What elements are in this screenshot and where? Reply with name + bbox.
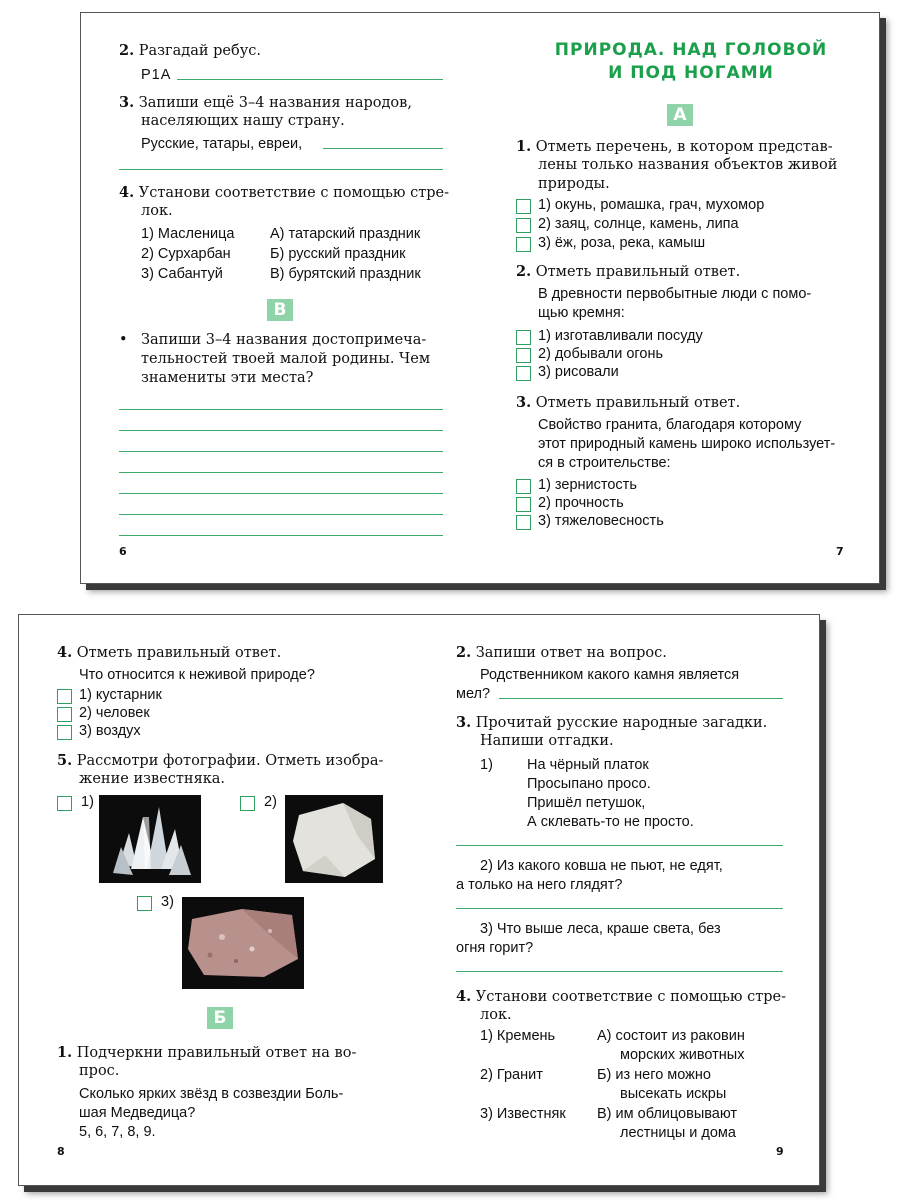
p7-q1-option-1: 1) окунь, ромашка, грач, мухомор <box>538 197 765 213</box>
p7-q1-checkbox-3[interactable] <box>516 237 531 252</box>
p9-q3-l2: Напиши отгадки. <box>480 733 614 749</box>
p8-b1-number: 1. <box>57 1044 73 1061</box>
p9-q4-left-3: 3) Известняк <box>480 1106 566 1122</box>
p8-q5-l1: Рассмотри фотографии. Отметь изобра- <box>76 753 384 769</box>
p9-q4-right-a-l1: А) состоит из раковин <box>597 1028 745 1044</box>
p6-q2-text: Разгадай ребус. <box>138 43 262 59</box>
p9-q4-right-c-l1: В) им облицовывают <box>597 1106 738 1122</box>
p8-photo-1-checkbox[interactable] <box>57 796 72 811</box>
p6-q4-right-a: А) татарский праздник <box>270 226 421 242</box>
p8-q4-option-3: 3) воздух <box>79 723 141 739</box>
p8-q4-checkbox-1[interactable] <box>57 689 72 704</box>
page-number-9: 9 <box>776 1145 784 1158</box>
p9-q4-left-1: 1) Кремень <box>480 1028 556 1044</box>
p6-answer-line-7[interactable] <box>119 535 443 536</box>
p9-q4-right-a-l2: морских животных <box>620 1047 745 1063</box>
p6-answer-line-4[interactable] <box>119 472 443 473</box>
p6-task-l2: тельностей твоей малой родины. Чем <box>141 351 431 367</box>
p9-q4-left-2: 2) Гранит <box>480 1067 543 1083</box>
p7-q2 <box>516 262 740 282</box>
p6-q3-answer-line-2[interactable] <box>119 169 443 170</box>
p6-q4-text-l1: Установи соответствие с помощью стре- <box>138 185 450 201</box>
section-badge-b: Б <box>207 1007 233 1029</box>
p9-q2-text: Запиши ответ на вопрос. <box>475 645 667 661</box>
p6-task-bullet: • <box>119 332 128 348</box>
p9-q4-right-b-l2: высекать искры <box>620 1086 727 1102</box>
p9-q4 <box>456 987 786 1007</box>
p8-q4-text: Отметь правильный ответ. <box>76 645 282 661</box>
p6-q2 <box>119 41 261 61</box>
p7-q3-l3: ся в строительстве: <box>538 455 671 471</box>
p7-q2-checkbox-3[interactable] <box>516 366 531 381</box>
limestone-image <box>285 795 383 883</box>
p7-q2-checkbox-2[interactable] <box>516 348 531 363</box>
quartz-crystal-image <box>99 795 201 883</box>
p9-q2-l2: мел? <box>456 686 491 702</box>
p8-photo-2-checkbox[interactable] <box>240 796 255 811</box>
granite-photo[interactable] <box>182 897 304 989</box>
p9-q4-right-b-l1: Б) из него можно <box>597 1067 711 1083</box>
p8-q5-l2: жение известняка. <box>79 771 226 787</box>
p9-q4-right-c-l2: лестницы и дома <box>620 1125 736 1141</box>
p7-q1-number: 1. <box>516 138 532 155</box>
p7-q3-option-2: 2) прочность <box>538 495 624 511</box>
p7-q3 <box>516 393 740 413</box>
p6-q4-left-3: 3) Сабантуй <box>141 266 223 282</box>
p7-title-l1: ПРИРОДА. НАД ГОЛОВОЙ <box>554 40 828 60</box>
p6-q4-right-b: Б) русский праздник <box>270 246 406 262</box>
p8-q4-option-2: 2) человек <box>79 705 150 721</box>
p6-answer-line-2[interactable] <box>119 430 443 431</box>
p7-q2-text: Отметь правильный ответ. <box>535 264 741 280</box>
p9-q4-number: 4. <box>456 988 472 1005</box>
p9-riddle-1-number: 1) <box>480 757 493 773</box>
p9-q4-l1: Установи соответствие с помощью стре- <box>475 989 787 1005</box>
p7-q1-checkbox-1[interactable] <box>516 199 531 214</box>
p9-q2-number: 2. <box>456 644 472 661</box>
p7-q1-l1: Отметь перечень, в котором представ- <box>535 139 833 155</box>
p9-riddle-1-answer-line[interactable] <box>456 845 783 846</box>
p8-b1-s1: Сколько ярких звёзд в созвездии Боль- <box>79 1086 344 1102</box>
p7-q1-checkbox-2[interactable] <box>516 218 531 233</box>
p8-q4-checkbox-3[interactable] <box>57 725 72 740</box>
p7-title <box>521 39 861 85</box>
p6-answer-line-1[interactable] <box>119 409 443 410</box>
p7-q3-option-1: 1) зернистость <box>538 477 637 493</box>
p8-q5 <box>57 751 383 771</box>
p8-q4-sub: Что относится к неживой природе? <box>79 667 315 683</box>
p9-riddle-1-l2: Просыпано просо. <box>527 776 651 792</box>
p6-q4-number: 4. <box>119 184 135 201</box>
p7-q3-l1: Свойство гранита, благодаря которому <box>538 417 802 433</box>
p8-q4-option-1: 1) кустарник <box>79 687 162 703</box>
p7-q2-l1: В древности первобытные люди с помо- <box>538 286 812 302</box>
p9-q4-l2: лок. <box>480 1007 512 1023</box>
p6-q3-sample: Русские, татары, евреи, <box>141 136 303 152</box>
p9-q2-l1: Родственником какого камня является <box>480 667 740 683</box>
p7-q1-l2: лены только названия объектов живой <box>538 157 838 173</box>
p6-task-l3: знамениты эти места? <box>141 370 314 386</box>
quartz-crystal-photo[interactable] <box>99 795 201 883</box>
p6-q3 <box>119 93 412 113</box>
p6-q3-text-l2: населяющих нашу страну. <box>141 113 345 129</box>
page-number-6: 6 <box>119 545 127 558</box>
p9-riddle-2-l1: 2) Из какого ковша не пьют, не едят, <box>480 858 723 874</box>
p7-q3-checkbox-2[interactable] <box>516 497 531 512</box>
p6-q4-left-1: 1) Масленица <box>141 226 235 242</box>
p7-q1-option-3: 3) ёж, роза, река, камыш <box>538 235 706 251</box>
section-badge-v: В <box>267 299 293 321</box>
p7-q1-option-2: 2) заяц, солнце, камень, липа <box>538 216 739 232</box>
p7-q2-option-1: 1) изготавливали посуду <box>538 328 703 344</box>
p6-q4-right-c: В) бурятский праздник <box>270 266 421 282</box>
p7-q3-text: Отметь правильный ответ. <box>535 395 741 411</box>
p7-q1 <box>516 137 833 157</box>
p7-q2-checkbox-1[interactable] <box>516 330 531 345</box>
spread-pages-8-9 <box>18 614 820 1186</box>
p6-q3-number: 3. <box>119 94 135 111</box>
p7-q2-option-3: 3) рисовали <box>538 364 619 380</box>
p6-q3-text-l1: Запиши ещё 3–4 названия народов, <box>138 95 412 111</box>
p7-title-l2: И ПОД НОГАМИ <box>608 63 774 83</box>
p8-q4-checkbox-2[interactable] <box>57 707 72 722</box>
p9-riddle-2-answer-line[interactable] <box>456 908 783 909</box>
p6-q2-answer-line[interactable] <box>177 79 443 80</box>
p9-riddle-1-l4: А склевать-то не просто. <box>527 814 694 830</box>
p8-q5-number: 5. <box>57 752 73 769</box>
p8-b1 <box>57 1043 356 1063</box>
p9-riddle-1-l1: На чёрный платок <box>527 757 649 773</box>
p8-b1-s2: шая Медведица? <box>79 1105 196 1121</box>
p6-task-l1: Запиши 3–4 названия достопримеча- <box>141 332 427 348</box>
p6-rebus: Р1А <box>141 67 172 83</box>
p9-riddle-1-l3: Пришёл петушок, <box>527 795 646 811</box>
p9-riddle-3-answer-line[interactable] <box>456 971 783 972</box>
p7-q3-checkbox-3[interactable] <box>516 515 531 530</box>
p6-q3-answer-line-1[interactable] <box>323 148 443 149</box>
limestone-photo[interactable] <box>285 795 383 883</box>
p7-q3-option-3: 3) тяжеловесность <box>538 513 664 529</box>
p8-q4 <box>57 643 281 663</box>
p6-answer-line-6[interactable] <box>119 514 443 515</box>
p9-riddle-2-l2: а только на него глядят? <box>456 877 623 893</box>
p6-answer-line-5[interactable] <box>119 493 443 494</box>
p9-q3 <box>456 713 767 733</box>
p9-q2-answer-line[interactable] <box>499 698 783 699</box>
p9-riddle-3-l2: огня горит? <box>456 940 534 956</box>
p7-q2-number: 2. <box>516 263 532 280</box>
p8-q4-number: 4. <box>57 644 73 661</box>
p6-answer-line-3[interactable] <box>119 451 443 452</box>
p6-q4-text-l2: лок. <box>141 203 173 219</box>
p6-q4-left-2: 2) Сурхарбан <box>141 246 231 262</box>
p7-q3-checkbox-1[interactable] <box>516 479 531 494</box>
p8-photo-2-label: 2) <box>264 794 277 810</box>
p8-photo-3-label: 3) <box>161 894 174 910</box>
page-number-7: 7 <box>836 545 844 558</box>
p9-q3-l1: Прочитай русские народные загадки. <box>475 715 768 731</box>
spread-pages-6-7 <box>80 12 880 584</box>
p8-photo-3-checkbox[interactable] <box>137 896 152 911</box>
p9-riddle-3-l1: 3) Что выше леса, краше света, без <box>480 921 721 937</box>
p8-b1-answers[interactable]: 5, 6, 7, 8, 9. <box>79 1124 156 1140</box>
p8-b1-l1: Подчеркни правильный ответ на во- <box>76 1045 357 1061</box>
p7-q2-l2: щью кремня: <box>538 305 625 321</box>
p7-q1-l3: природы. <box>538 176 610 192</box>
section-badge-a: А <box>667 104 693 126</box>
p7-q3-l2: этот природный камень широко использует- <box>538 436 836 452</box>
granite-image <box>182 897 304 989</box>
p7-q2-option-2: 2) добывали огонь <box>538 346 664 362</box>
p7-q3-number: 3. <box>516 394 532 411</box>
p6-q2-number: 2. <box>119 42 135 59</box>
p6-q4 <box>119 183 449 203</box>
p9-q3-number: 3. <box>456 714 472 731</box>
page-number-8: 8 <box>57 1145 65 1158</box>
p8-b1-l2: прос. <box>79 1063 120 1079</box>
p9-q2 <box>456 643 667 663</box>
p8-photo-1-label: 1) <box>81 794 94 810</box>
